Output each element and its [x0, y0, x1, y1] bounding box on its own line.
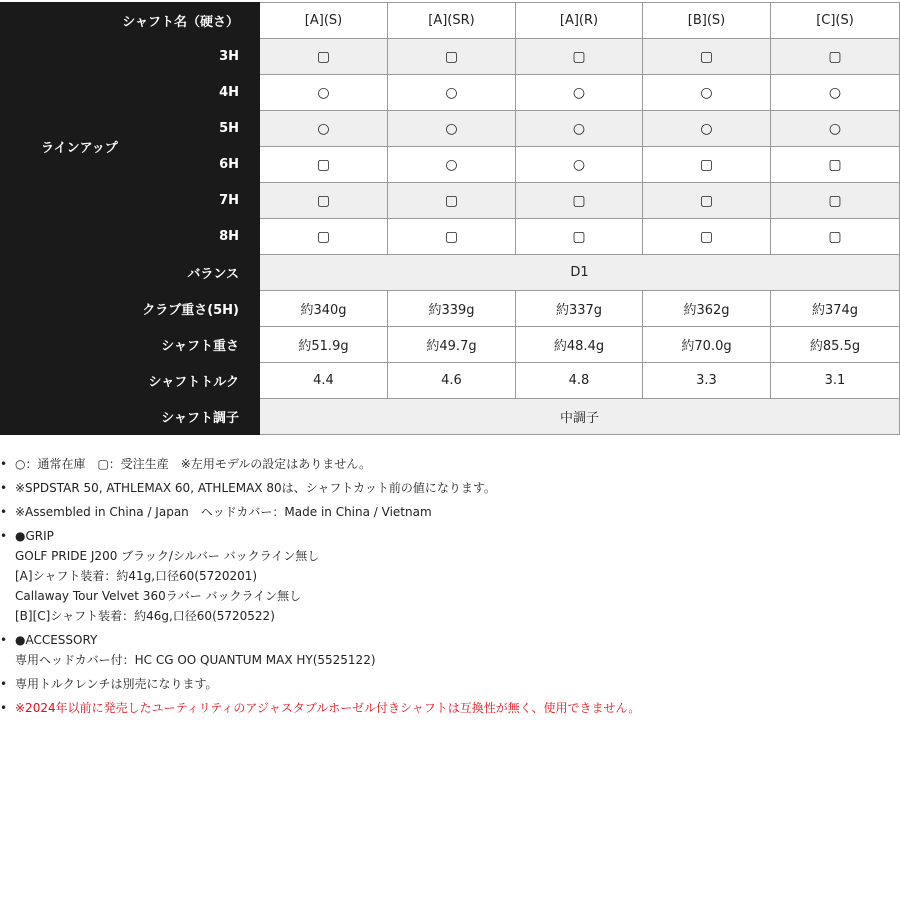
- availability-mark: ▢: [643, 219, 771, 255]
- shaft-kick-value: 中調子: [260, 399, 900, 435]
- availability-mark: ▢: [388, 219, 516, 255]
- shaft-value-note: • ※SPDSTAR 50, ATHLEMAX 60, ATHLEMAX 80は、シャフトカット前の値になります。: [0, 478, 890, 498]
- table-row: [1, 291, 900, 327]
- shaft-weight-label: シャフト重さ: [1, 327, 260, 363]
- grip-line: [A]シャフト装着：約41g,口径60(5720201): [15, 569, 258, 583]
- availability-mark: ○: [260, 111, 388, 147]
- availability-mark: ▢: [643, 183, 771, 219]
- club-weight-cell: 約362g: [643, 291, 771, 327]
- availability-mark: ○: [388, 147, 516, 183]
- notes-list: [0, 454, 890, 722]
- accessory-note: [0, 630, 890, 670]
- club-weight-cell: 約337g: [516, 291, 643, 327]
- availability-mark: ▢: [643, 39, 771, 75]
- availability-mark: ○: [516, 75, 643, 111]
- availability-mark: ▢: [516, 39, 643, 75]
- club-label: 5H: [133, 111, 260, 147]
- shaft-weight-cell: 約70.0g: [643, 327, 771, 363]
- club-label: 6H: [133, 147, 260, 183]
- grip-note: [0, 526, 890, 626]
- shaft-weight-cell: 約48.4g: [516, 327, 643, 363]
- table-row: [1, 399, 900, 435]
- shaft-torque-cell: 4.8: [516, 363, 643, 399]
- availability-mark: ▢: [771, 39, 900, 75]
- shaft-name-cell: [A](SR): [388, 3, 516, 39]
- shaft-name-cell: [A](R): [516, 3, 643, 39]
- shaft-torque-label: シャフトトルク: [1, 363, 260, 399]
- availability-mark: ▢: [260, 219, 388, 255]
- availability-mark: ○: [516, 147, 643, 183]
- grip-title: • ●GRIP: [15, 529, 54, 543]
- table-row: [1, 111, 900, 147]
- shaft-torque-cell: 4.4: [260, 363, 388, 399]
- legend-note: • ○：通常在庫 ▢：受注生産 ※左用モデルの設定はありません。: [0, 454, 890, 474]
- wrench-note: • 専用トルクレンチは別売になります。: [0, 674, 890, 694]
- club-weight-label: クラブ重さ(5H): [1, 291, 260, 327]
- grip-line: [B][C]シャフト装着：約46g,口径60(5720522): [15, 609, 275, 623]
- shaft-name-cell: [B](S): [643, 3, 771, 39]
- club-label: 8H: [133, 219, 260, 255]
- availability-mark: ○: [260, 75, 388, 111]
- spec-table: [0, 2, 900, 435]
- table-row: [1, 183, 900, 219]
- shaft-torque-cell: 3.1: [771, 363, 900, 399]
- shaft-weight-cell: 約49.7g: [388, 327, 516, 363]
- shaft-name-header: シャフト名（硬さ）: [1, 3, 260, 39]
- balance-label: バランス: [1, 255, 260, 291]
- club-weight-cell: 約340g: [260, 291, 388, 327]
- grip-line: GOLF PRIDE J200 ブラック/シルバー バックライン無し: [15, 549, 320, 563]
- shaft-torque-cell: 3.3: [643, 363, 771, 399]
- shaft-weight-cell: 約51.9g: [260, 327, 388, 363]
- availability-mark: ○: [388, 111, 516, 147]
- availability-mark: ○: [516, 111, 643, 147]
- club-label: 4H: [133, 75, 260, 111]
- availability-mark: ○: [771, 75, 900, 111]
- availability-mark: ▢: [388, 39, 516, 75]
- table-row: [1, 255, 900, 291]
- availability-mark: ▢: [771, 183, 900, 219]
- shaft-weight-cell: 約85.5g: [771, 327, 900, 363]
- shaft-name-cell: [C](S): [771, 3, 900, 39]
- availability-mark: ○: [771, 111, 900, 147]
- table-header-row: [1, 3, 900, 39]
- availability-mark: ▢: [388, 183, 516, 219]
- availability-mark: ○: [643, 111, 771, 147]
- availability-mark: ▢: [516, 183, 643, 219]
- table-row: [1, 147, 900, 183]
- table-row: [1, 327, 900, 363]
- club-weight-cell: 約374g: [771, 291, 900, 327]
- table-row: [1, 75, 900, 111]
- availability-mark: ▢: [771, 219, 900, 255]
- assembly-note: • ※Assembled in China / Japan ヘッドカバー：Made in China / Vietnam: [0, 502, 890, 522]
- availability-mark: ▢: [260, 183, 388, 219]
- shaft-kick-label: シャフト調子: [1, 399, 260, 435]
- availability-mark: ▢: [260, 147, 388, 183]
- shaft-name-cell: [A](S): [260, 3, 388, 39]
- availability-mark: ▢: [643, 147, 771, 183]
- shaft-torque-cell: 4.6: [388, 363, 516, 399]
- availability-mark: ▢: [260, 39, 388, 75]
- availability-mark: ○: [643, 75, 771, 111]
- table-row: [1, 39, 900, 75]
- club-weight-cell: 約339g: [388, 291, 516, 327]
- club-label: 3H: [133, 39, 260, 75]
- availability-mark: ▢: [516, 219, 643, 255]
- club-label: 7H: [133, 183, 260, 219]
- accessory-title: • ●ACCESSORY: [15, 633, 98, 647]
- table-row: [1, 219, 900, 255]
- lineup-header: ラインアップ: [1, 39, 133, 255]
- compatibility-warning: • ※2024年以前に発売したユーティリティのアジャスタブルホーゼル付きシャフトは互換性が無く、使用できません。: [0, 698, 890, 718]
- accessory-line: 専用ヘッドカバー付：HC CG OO QUANTUM MAX HY(5525122): [15, 653, 376, 667]
- grip-line: Callaway Tour Velvet 360ラバー バックライン無し: [15, 589, 302, 603]
- balance-value: D1: [260, 255, 900, 291]
- table-row: [1, 363, 900, 399]
- availability-mark: ▢: [771, 147, 900, 183]
- availability-mark: ○: [388, 75, 516, 111]
